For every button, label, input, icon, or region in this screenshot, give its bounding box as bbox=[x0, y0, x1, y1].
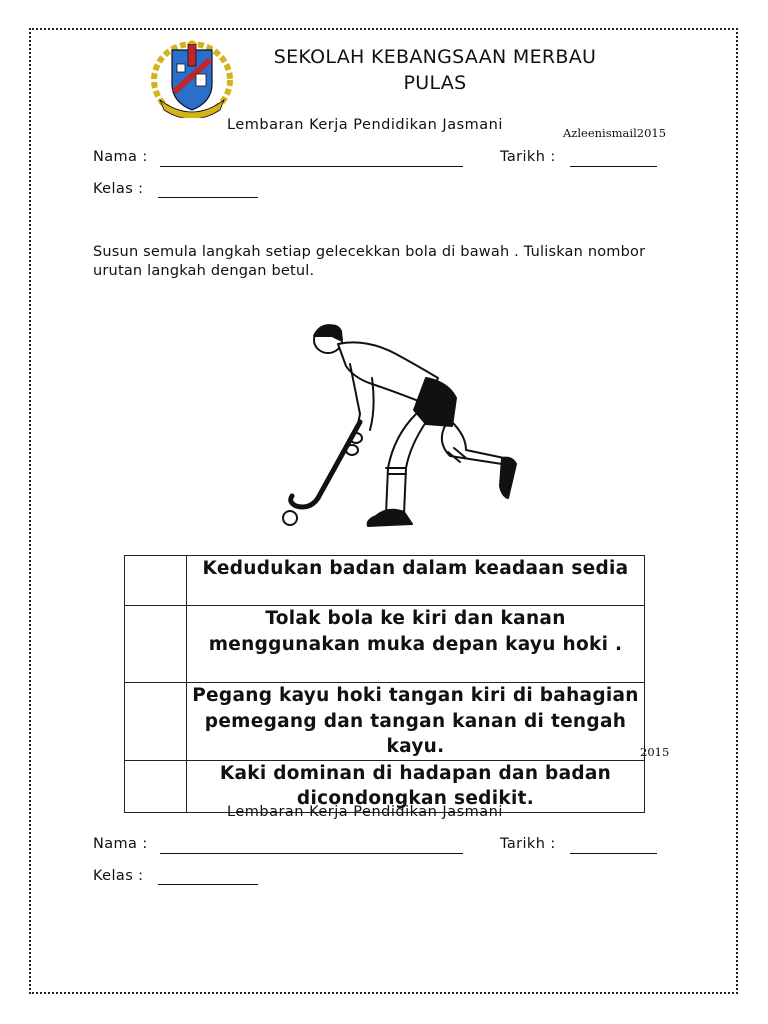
step-text: Pegang kayu hoki tangan kiri di bahagian pemegang dan tangan kanan di tengah kayu. bbox=[187, 683, 645, 761]
table-row bbox=[125, 683, 645, 761]
worksheet-title-repeat: Lembaran Kerja Pendidikan Jasmani bbox=[227, 804, 503, 820]
step-number-cell[interactable] bbox=[125, 606, 187, 683]
school-name bbox=[250, 44, 620, 96]
school-name-line2: PULAS bbox=[403, 72, 467, 94]
step-text: Kaki dominan di hadapan dan badan dicondongkan sedikit. bbox=[187, 760, 645, 812]
nama-label: Nama : bbox=[93, 149, 148, 165]
instruction-text: Susun semula langkah setiap gelecekkan bola di bawah . Tuliskan nombor urutan langkah dengan betul. bbox=[93, 244, 646, 279]
tarikh-line-repeat[interactable] bbox=[570, 853, 657, 854]
kelas-line-repeat[interactable] bbox=[158, 884, 258, 885]
author-credit-partial: 2015 bbox=[640, 745, 670, 759]
table-row bbox=[125, 556, 645, 606]
step-number-cell[interactable] bbox=[125, 760, 187, 812]
nama-line-repeat[interactable] bbox=[160, 853, 463, 854]
nama-label-repeat: Nama : bbox=[93, 836, 148, 852]
kelas-label: Kelas : bbox=[93, 181, 144, 197]
author-credit: Azleenismail2015 bbox=[563, 126, 667, 140]
hockey-player-illustration bbox=[276, 318, 528, 534]
tarikh-label: Tarikh : bbox=[500, 149, 556, 165]
tarikh-line[interactable] bbox=[570, 166, 657, 167]
school-crest-icon bbox=[150, 40, 234, 118]
step-number-cell[interactable] bbox=[125, 556, 187, 606]
kelas-line[interactable] bbox=[158, 197, 258, 198]
worksheet-title: Lembaran Kerja Pendidikan Jasmani bbox=[227, 117, 503, 133]
steps-table bbox=[124, 555, 645, 813]
step-text: Kedudukan badan dalam keadaan sedia bbox=[187, 556, 645, 606]
table-row bbox=[125, 606, 645, 683]
step-text: Tolak bola ke kiri dan kanan menggunakan muka depan kayu hoki . bbox=[187, 606, 645, 683]
step-number-cell[interactable] bbox=[125, 683, 187, 761]
tarikh-label-repeat: Tarikh : bbox=[500, 836, 556, 852]
nama-line[interactable] bbox=[160, 166, 463, 167]
kelas-label-repeat: Kelas : bbox=[93, 868, 144, 884]
school-name-line1: SEKOLAH KEBANGSAAN MERBAU bbox=[273, 46, 597, 68]
